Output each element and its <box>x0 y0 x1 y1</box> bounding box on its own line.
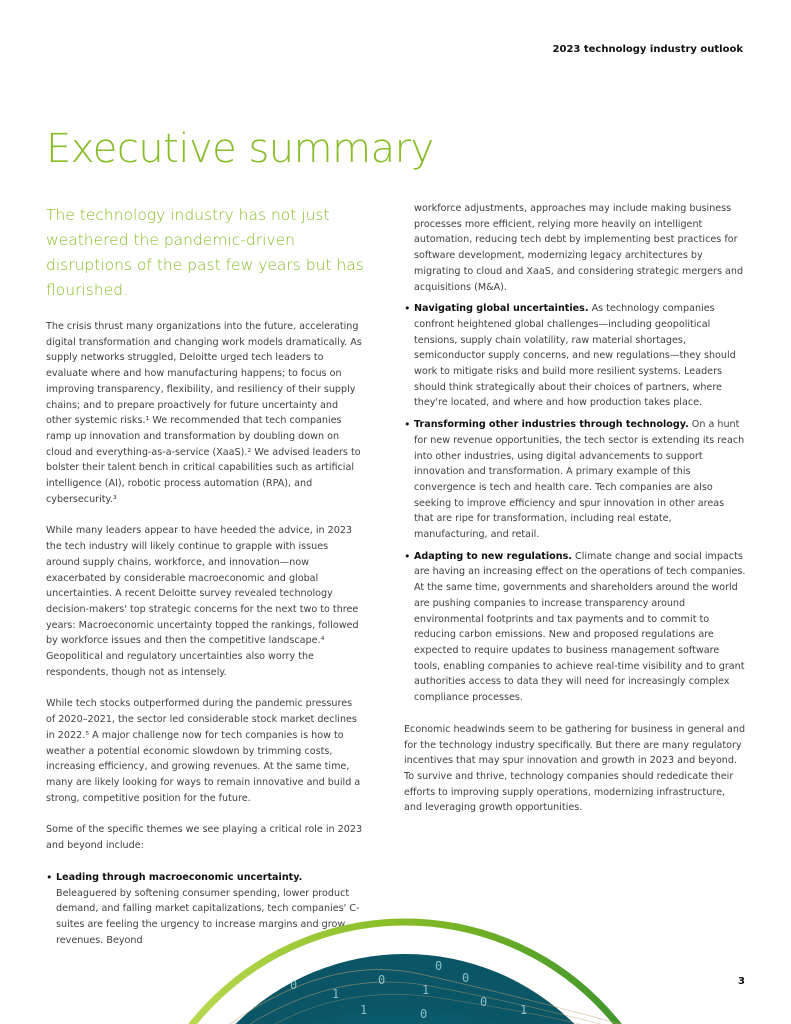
body-paragraph-3: While tech stocks outperformed during the pandemic pressures of 2020–2021, the sector led considerable stock market declines in 2022.⁵ A major challenge now for tech companies is how to weather a potential economic slowdown by trimming costs, increasing efficiency, and growing revenues. At the same time, many are likely looking for ways to remain innovative and build a strong, competitive position for the future. <box>46 698 361 804</box>
running-header: 2023 technology industry outlook <box>552 44 743 55</box>
closing-paragraph: Economic headwinds seem to be gathering for business in general and for the technology industry specifically. But there are many regulatory incentives that may spur innovation and growth in 2023 and beyond. To survive and thrive, technology companies should rededicate their efforts to improving supply operations, modernizing infrastructure, and leveraging growth opportunities. <box>404 723 746 814</box>
binary-digit: 0 <box>480 995 488 1009</box>
bullet-text: Beleaguered by softening consumer spending, lower product demand, and falling market capitalizations, tech companies' C-suites are feeling the urgency to increase margins and grow revenues. Beyond <box>56 887 360 946</box>
bullet-lead-in: Leading through macroeconomic uncertainty. <box>56 871 303 883</box>
bullet-lead-in: Adapting to new regulations. <box>414 550 572 562</box>
binary-digit: 0 <box>462 971 470 985</box>
binary-digit: 0 <box>435 959 443 973</box>
bullet-lead-in: Navigating global uncertainties. <box>414 303 589 315</box>
themes-list-part-2 <box>404 301 746 706</box>
body-paragraph-4: Some of the specific themes we see playing a critical role in 2023 and beyond include: <box>46 824 363 852</box>
binary-digit: 0 <box>420 1007 428 1021</box>
bullet-text: Climate change and social impacts are having an increasing effect on the operations of tech companies. At the same time, governments and shareholders around the world are pushing companies to increase transparency around environmental footprints and tax payments and to commit to reducing carbon emissions. New and proposed regulations are expected to require updates to business management software tools, enabling companies to achieve real-time visibility and to grant authorities access to data they will need for increasingly complex compliance processes. <box>414 550 746 704</box>
binary-digit: 1 <box>422 983 430 997</box>
page-number: 3 <box>738 976 745 987</box>
left-column <box>46 203 364 964</box>
body-paragraph-1: The crisis thrust many organizations into the future, accelerating digital transformation and changing work models dramatically. As supply networks struggled, Deloitte urged tech leaders to evaluate where and how manufacturing happens; to focus on improving transparency, flexibility, and resiliency of their supply chains; and to prepare proactively for future uncertainty and other systemic risks.¹ We recommended that tech companies ramp up innovation and transformation by doubling down on cloud and everything-as-a-service (XaaS).² We advised leaders to bolster their talent bench in critical capabilities such as artificial intelligence (AI), robotic process automation (RPA), and cybersecurity.³ <box>46 321 362 505</box>
bullet-text: As technology companies confront heightened global challenges—including geopolitical tensions, supply chain volatility, raw material shortages, semiconductor supply concerns, and new regulations—they should work to mitigate risks and build more resilient systems. Leaders should think strategically about their choices of partners, where they're located, and where and how production takes place. <box>414 303 736 409</box>
binary-digit: 1 <box>360 1003 368 1017</box>
binary-digit: 0 <box>378 973 386 987</box>
body-paragraph-2: While many leaders appear to have heeded the advice, in 2023 the tech industry will likely continue to grapple with issues around supply chains, workforce, and innovation—now exacerbated by considerable macroeconomic and global uncertainties. A recent Deloitte survey revealed technology decision-makers' top strategic concerns for the next two to three years: Macroeconomic uncertainty topped the rankings, followed by workforce issues and then the competitive landscape.⁴ Geopolitical and regulatory uncertainties also worry the respondents, though not as intensely. <box>46 525 359 678</box>
bullet-text: On a hunt for new revenue opportunities, the tech sector is extending its reach into other industries, using digital advancements to support innovation and transformation. A primary example of this convergence is tech and health care. Tech companies are also seeking to improve efficiency and spur innovation in other areas that are ripe for transformation, including real estate, manufacturing, and retail. <box>414 419 745 541</box>
binary-digit: 1 <box>520 1003 528 1017</box>
list-item <box>404 549 746 706</box>
binary-digit: 1 <box>332 987 340 1001</box>
bullet-continuation: workforce adjustments, approaches may include making business processes more efficient, relying more heavily on intelligent automation, reducing tech debt by implementing best practices for software development, modernizing legacy architectures by migrating to cloud and XaaS, and considering strategic mergers and acquisitions (M&A). <box>414 203 744 293</box>
list-item <box>404 417 746 543</box>
binary-digit: 0 <box>290 978 298 992</box>
decorative-globe-graphic <box>0 894 791 1024</box>
bullet-lead-in: Transforming other industries through technology. <box>414 419 689 431</box>
lead-paragraph: The technology industry has not just weathered the pandemic-driven disruptions of the past few years but has flourished. <box>46 206 364 299</box>
right-column <box>404 201 746 832</box>
page-title: Executive summary <box>46 126 434 172</box>
teal-globe <box>165 954 645 1024</box>
list-item <box>404 301 746 411</box>
